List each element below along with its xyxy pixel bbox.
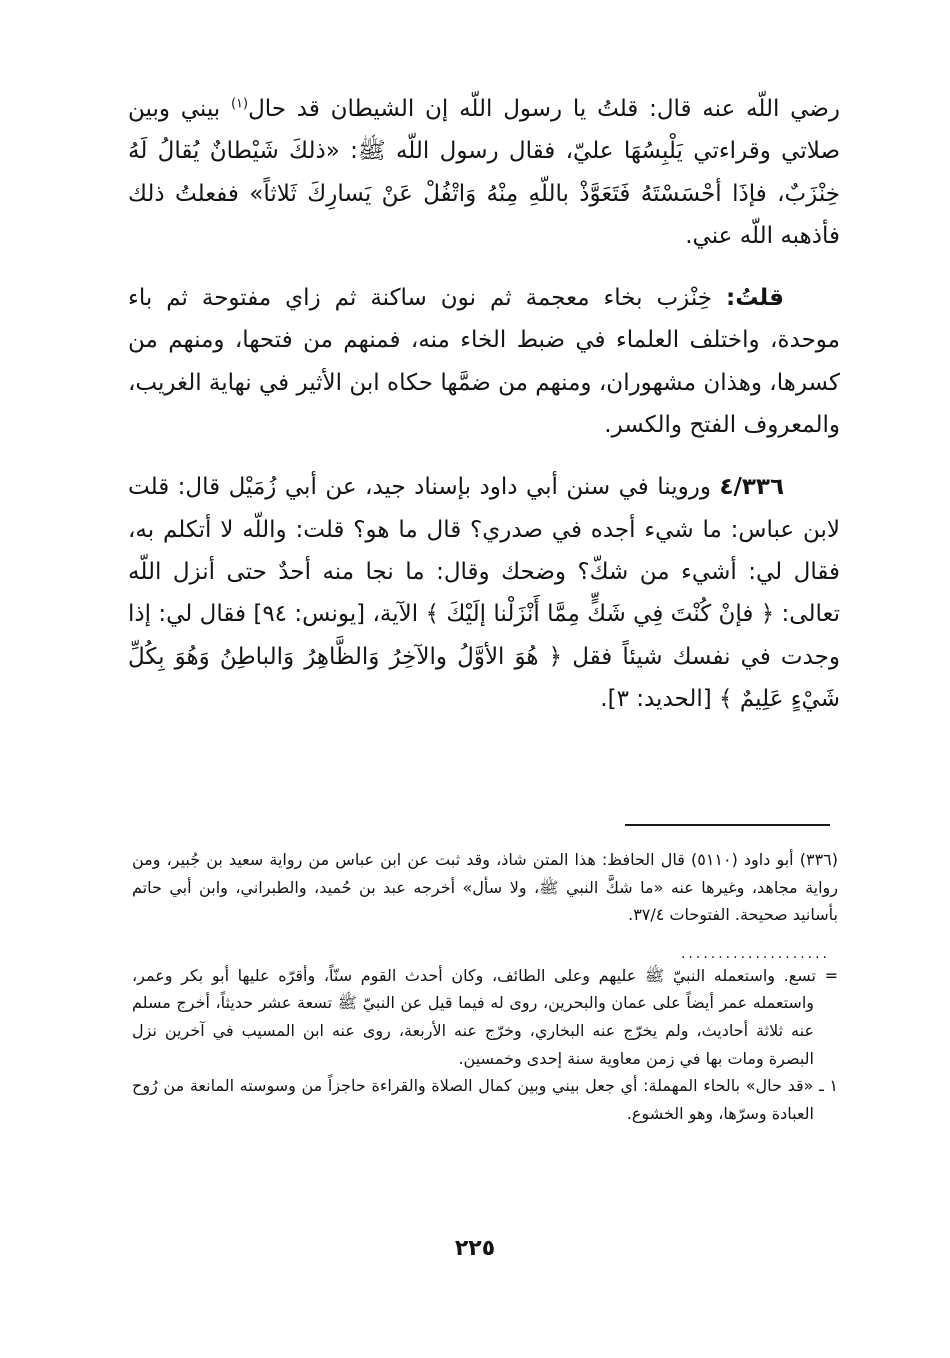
footnote-continuation: = تسع. واستعمله النبيّ ﷺ عليهم وعلى الطائف، وكان أحدث القوم سنّاً، وأقرّه عليها أبو بكر وعمر، واستعمله عمر أيضاً على عمان والبحرين، روى له فيما قيل عن النبيّ ﷺ تسعة عشر حديثاً، أخرج مسلم عنه ثلاثة أحاديث، ولم يخرّج عنه البخاري، وخرّج عنه الأربعة، روى عنه ابن المسيب في آخرين نزل البصرة ومات بها في زمن معاوية سنة إحدى وخمسين. <box>132 965 838 1068</box>
footnote-1: ١ ـ «قد حال» بالحاء المهملة: أي جعل بيني وبين كمال الصلاة والقراءة حاجزاً من وسوسته المانعة من رُوح العبادة وسرّها، وهو الخشوع. <box>132 1076 838 1123</box>
paragraph-text: وروينا في سنن أبي داود بإسناد جيد، عن أبي زُمَيْل قال: قلت لابن عباس: ما شيء أجده في صدري؟ قال ما هو؟ قلت: واللّه لا أتكلم به، فقال لي: أشيء من شكّ؟ وضحك وقال: ما نجا منه أحدٌ حتى أنزل اللّه تعالى: ﴿ فإنْ كُنْتَ فِي شَكٍّ مِمَّا أَنْزَلْنا إلَيْكَ ﴾ الآية، [يونس: ٩٤] فقال لي: إذا وجدت في نفسك شيئاً فقل ﴿ هُوَ الأوَّلُ والآخِرُ وَالظَّاهِرُ وَالباطِنُ وَهُوَ بِكُلِّ شَيْءٍ عَلِيمٌ ﴾ [الحديد: ٣]. <box>128 474 840 712</box>
commentary-lead: قلتُ: <box>726 285 784 312</box>
paragraph-text: بيني وبين صلاتي وقراءتي يَلْبِسُهَا عليّ، فقال رسول اللّه ﷺ: «ذلكَ شَيْطانٌ يُقالُ لَهُ خِنْزَبٌ، فإذَا أحْسَسْتَهُ فَتَعَوَّذْ باللّهِ مِنْهُ وَاتْفُلْ عَنْ يَسارِكَ ثَلاثاً» ففعلتُ ذلك فأذهبه اللّه عني. <box>128 96 840 249</box>
paragraph-commentary <box>128 277 840 446</box>
footnote-divider <box>625 824 830 826</box>
paragraph-text: رضي اللّه عنه قال: قلتُ يا رسول اللّه إن الشيطان قد حال <box>248 96 840 122</box>
paragraph-text: خِنْزب بخاء معجمة ثم نون ساكنة ثم زاي مفتوحة ثم باء موحدة، واختلف العلماء في ضبط الخاء منه، فمنهم من فتحها، ومنهم من كسرها، وهذان مشهوران، ومنهم من ضمَّها حكاه ابن الأثير في نهاية الغريب، والمعروف الفتح والكسر. <box>128 285 840 439</box>
main-text <box>128 88 840 720</box>
footnote-336: (٣٣٦) أبو داود (٥١١٠) قال الحافظ: هذا المتن شاذ، وقد ثبت عن ابن عباس من رواية سعيد بن جُبير، ومن رواية مجاهد، وغيرها عنه «ما شكَّ النبي ﷺ، ولا سأل» أخرجه عبد بن حُميد، والطبراني، وابن أبي حاتم بأسانيد صحيحة. الفتوحات ٣٧/٤. <box>132 850 838 925</box>
footnote-reference: (١) <box>230 96 249 112</box>
paragraph-hadith-336 <box>128 466 840 720</box>
footnote-separator-dots: .................... <box>680 946 830 962</box>
hadith-number: ٤/٣٣٦ <box>719 474 784 501</box>
paragraph-hadith-khinzab <box>128 88 840 257</box>
page-number: ٢٢٥ <box>454 1236 496 1261</box>
footnotes <box>132 846 838 1127</box>
